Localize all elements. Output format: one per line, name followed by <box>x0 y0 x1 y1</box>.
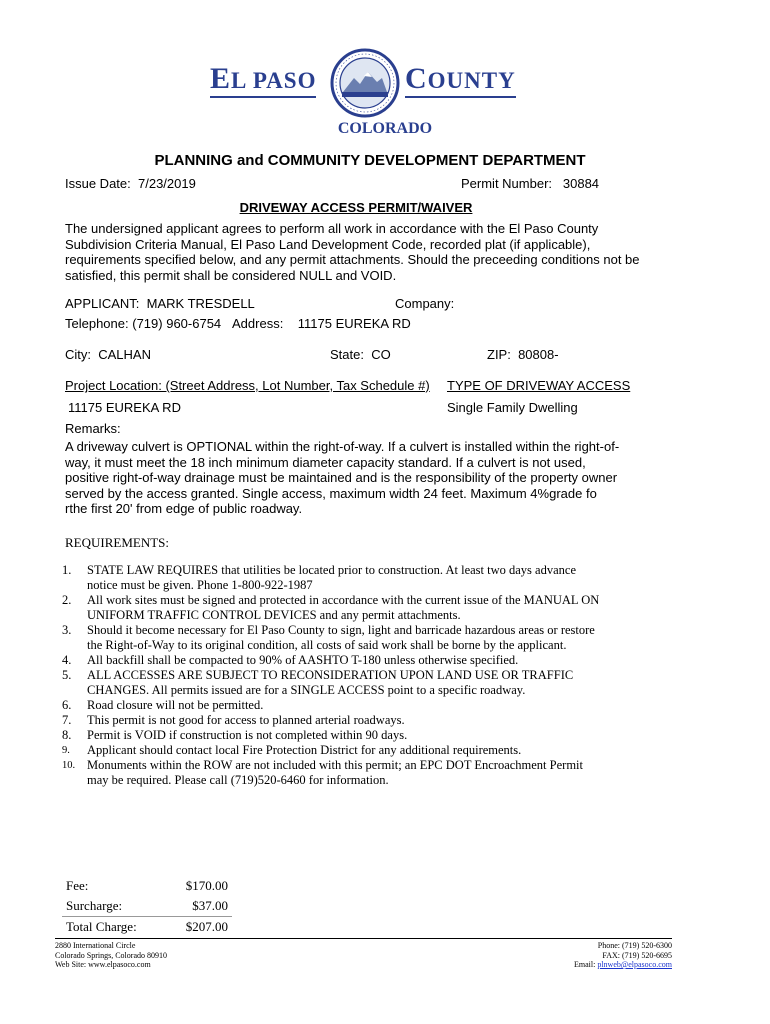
item-number: 2. <box>62 593 72 607</box>
footer-address-line: 2880 International Circle <box>55 941 136 950</box>
item-line: STATE LAW REQUIRES that utilities be located prior to construction. At least two days advance <box>87 563 576 577</box>
item-line: may be required. Please call (719)520-6460 for information. <box>87 773 389 787</box>
list-item <box>62 743 722 758</box>
item-line: Road closure will not be permitted. <box>87 698 264 712</box>
fee-amount: $170.00 <box>185 878 228 893</box>
requirements-list <box>62 563 722 788</box>
address-label: Address: <box>232 316 284 331</box>
zip-label: ZIP: <box>487 347 511 362</box>
county-name-left <box>210 62 316 98</box>
footer-address-line: Colorado Springs, Colorado 80910 <box>55 950 167 960</box>
item-line: All work sites must be signed and protected in accordance with the current issue of the MANUAL ON <box>87 593 600 607</box>
logo-text-lpaso: L PASO <box>231 68 317 93</box>
intro-line: Subdivision Criteria Manual, El Paso Land Development Code, recorded plat (if applicable), <box>65 236 591 252</box>
surcharge-label: Surcharge: <box>62 896 166 917</box>
item-number: 10. <box>62 760 76 771</box>
footer-divider <box>55 938 672 939</box>
item-line: UNIFORM TRAFFIC CONTROL DEVICES and any permit attachments. <box>87 608 461 622</box>
footer-website: Web Site: www.elpasoco.com <box>55 960 151 969</box>
issue-date-value: 7/23/2019 <box>138 176 196 191</box>
city-label: City: <box>65 347 91 362</box>
footer-fax: FAX: (719) 520-6695 <box>602 950 672 960</box>
state-name: COLORADO <box>337 120 433 137</box>
city-row <box>65 347 151 362</box>
item-line: CHANGES. All permits issued are for a SINGLE ACCESS point to a specific roadway. <box>87 683 526 697</box>
item-number: 6. <box>62 698 72 712</box>
telephone-value: (719) 960-6754 <box>132 316 222 331</box>
fee-label: Fee: <box>66 878 89 893</box>
total-label: Total Charge: <box>66 919 137 934</box>
intro-line: The undersigned applicant agrees to perform all work in accordance with the El Paso County <box>65 221 599 236</box>
footer-address <box>55 941 167 970</box>
list-item <box>62 668 722 698</box>
surcharge-amount: $37.00 <box>166 896 232 917</box>
permit-title: DRIVEWAY ACCESS PERMIT/WAIVER <box>239 200 473 215</box>
footer-email-label: Email: <box>573 960 598 969</box>
list-item <box>62 698 722 713</box>
intro-line: requirements specified below, and any permit attachments. Should the preceeding conditions not be <box>65 252 640 268</box>
intro-paragraph <box>65 221 715 283</box>
project-location-label: Project Location: (Street Address, Lot Number, Tax Schedule #) <box>65 378 430 393</box>
item-number: 4. <box>62 653 72 667</box>
item-number: 7. <box>62 713 72 727</box>
county-name-right <box>405 62 516 98</box>
list-item <box>62 653 722 668</box>
remarks-paragraph <box>65 439 725 517</box>
remarks-line: served by the access granted. Single access, maximum width 24 feet. Maximum 4%grade fo <box>65 485 597 501</box>
telephone-address-row <box>65 316 411 331</box>
county-seal-icon <box>330 48 400 118</box>
item-line: notice must be given. Phone 1-800-922-1987 <box>87 578 313 592</box>
address-value: 11175 EUREKA RD <box>297 316 411 331</box>
remarks-line: positive right-of-way drainage must be maintained and is the responsibility of the property owner <box>65 470 618 486</box>
table-row <box>62 917 232 938</box>
item-line: Permit is VOID if construction is not completed within 90 days. <box>87 728 408 742</box>
issue-date-row <box>65 176 196 191</box>
table-row <box>62 876 232 896</box>
list-item <box>62 563 722 593</box>
state-label: State: <box>330 347 364 362</box>
city-value: CALHAN <box>98 347 151 362</box>
list-item <box>62 593 722 623</box>
item-line: All backfill shall be compacted to 90% of AASHTO T-180 unless otherwise specified. <box>87 653 519 667</box>
driveway-type-label: TYPE OF DRIVEWAY ACCESS <box>447 378 631 393</box>
footer-email-row <box>574 960 672 970</box>
project-location-value: 11175 EUREKA RD <box>68 400 181 415</box>
logo-underline-right <box>405 96 516 98</box>
fees-table <box>62 876 232 937</box>
permit-number-row <box>461 176 599 191</box>
applicant-name: MARK TRESDELL <box>146 296 255 311</box>
intro-line: satisfied, this permit shall be considered NULL and VOID. <box>65 267 397 283</box>
logo-letter-c: C <box>405 62 428 95</box>
state-value: CO <box>371 347 391 362</box>
list-item <box>62 758 722 788</box>
remarks-line: A driveway culvert is OPTIONAL within the right-of-way. If a culvert is installed within the right-of- <box>65 439 620 454</box>
logo-letter-e: E <box>210 62 232 95</box>
item-line: the Right-of-Way to its original condition, all costs of said work shall be borne by the applicant. <box>87 638 567 652</box>
item-line: ALL ACCESSES ARE SUBJECT TO RECONSIDERATION UPON LAND USE OR TRAFFIC <box>87 668 574 682</box>
list-item <box>62 728 722 743</box>
department-title: PLANNING and COMMUNITY DEVELOPMENT DEPARTMENT <box>154 152 586 169</box>
table-row <box>62 896 232 917</box>
item-number: 1. <box>62 563 72 577</box>
driveway-type-value: Single Family Dwelling <box>447 400 578 415</box>
item-line: This permit is not good for access to planned arterial roadways. <box>87 713 405 727</box>
remarks-label: Remarks: <box>65 421 121 436</box>
remarks-line: way, it must meet the 18 inch minimum diameter capacity standard. If a culvert is not used, <box>65 454 586 470</box>
item-number: 9. <box>62 745 70 756</box>
applicant-row <box>65 296 255 311</box>
permit-number-value: 30884 <box>562 176 600 191</box>
zip-row <box>487 347 559 362</box>
item-number: 5. <box>62 668 72 682</box>
footer-contact <box>574 941 672 970</box>
requirements-label: REQUIREMENTS: <box>65 535 169 550</box>
state-row <box>330 347 391 362</box>
permit-number-label: Permit Number: <box>461 176 553 191</box>
logo-underline-left <box>210 96 316 98</box>
footer-email-link[interactable]: plnweb@elpasoco.com <box>597 960 672 969</box>
logo-text-ounty: OUNTY <box>427 68 516 93</box>
telephone-label: Telephone: <box>65 316 129 331</box>
item-number: 8. <box>62 728 72 742</box>
item-line: Applicant should contact local Fire Protection District for any additional requirements. <box>87 743 522 757</box>
list-item <box>62 623 722 653</box>
list-item <box>62 713 722 728</box>
remarks-line: rthe first 20' from edge of public roadway. <box>65 501 303 517</box>
item-line: Monuments within the ROW are not included with this permit; an EPC DOT Encroachment Permit <box>87 758 583 772</box>
issue-date-label: Issue Date: <box>65 176 131 191</box>
applicant-label: APPLICANT: <box>65 296 140 311</box>
item-line: Should it become necessary for El Paso County to sign, light and barricade hazardous areas or restore <box>87 623 595 637</box>
item-number: 3. <box>62 623 72 637</box>
company-label: Company: <box>395 296 455 311</box>
footer-phone: Phone: (719) 520-6300 <box>597 941 672 950</box>
total-amount: $207.00 <box>185 919 228 934</box>
zip-value: 80808- <box>518 347 559 362</box>
